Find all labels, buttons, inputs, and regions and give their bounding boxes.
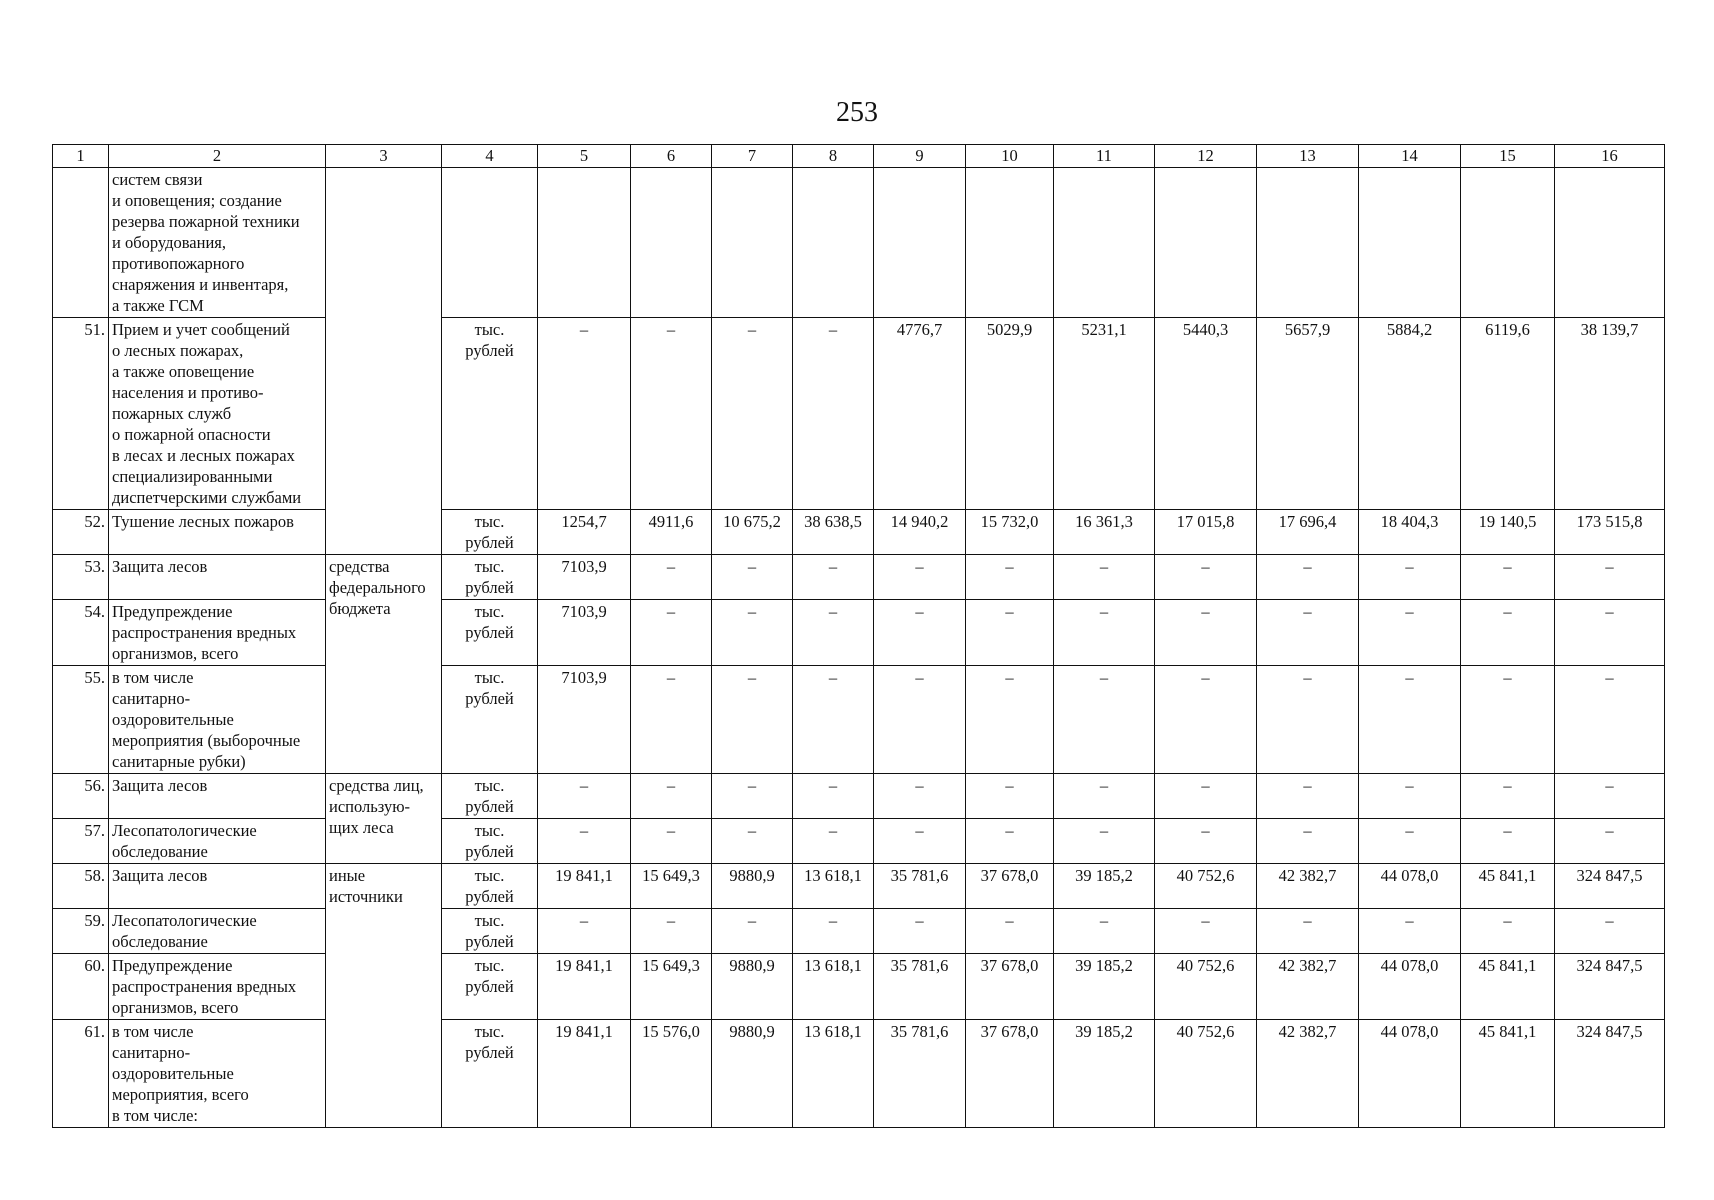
value-cell: [1359, 168, 1461, 318]
value-cell: –: [1257, 600, 1359, 666]
value-cell: –: [631, 555, 712, 600]
column-number: 7: [712, 145, 793, 168]
value-cell: 45 841,1: [1461, 864, 1555, 909]
value-cell: –: [1461, 819, 1555, 864]
cell-line: снаряжения и инвентаря,: [112, 275, 289, 294]
table-row: [53, 168, 1665, 318]
value-cell: –: [631, 318, 712, 510]
row-name: [109, 819, 326, 864]
value-cell: –: [1461, 666, 1555, 774]
unit-cell: [442, 954, 538, 1020]
value-cell: –: [1461, 600, 1555, 666]
cell-line: обследование: [112, 932, 208, 951]
value-cell: –: [1257, 555, 1359, 600]
value-cell: –: [1155, 600, 1257, 666]
table-row: [53, 510, 1665, 555]
value-cell: 7103,9: [538, 600, 631, 666]
value-cell: –: [1155, 909, 1257, 954]
value-cell: –: [1555, 774, 1665, 819]
value-cell: 324 847,5: [1555, 954, 1665, 1020]
table-row: [53, 909, 1665, 954]
cell-line: иные: [329, 866, 366, 885]
value-cell: [966, 168, 1054, 318]
value-cell: –: [1054, 600, 1155, 666]
cell-line: федерального: [329, 578, 426, 597]
cell-line: рублей: [465, 932, 514, 951]
value-cell: –: [966, 909, 1054, 954]
row-number: 60.: [53, 954, 109, 1020]
row-name: [109, 909, 326, 954]
cell-line: санитарно-: [112, 1043, 191, 1062]
value-cell: –: [1359, 819, 1461, 864]
row-number: 53.: [53, 555, 109, 600]
value-cell: –: [712, 819, 793, 864]
cell-line: Предупреждение: [112, 602, 233, 621]
cell-line: Лесопатологические: [112, 911, 257, 930]
cell-line: Тушение лесных пожаров: [112, 512, 294, 531]
page-number: 253: [836, 97, 878, 128]
value-cell: 40 752,6: [1155, 954, 1257, 1020]
cell-line: мероприятия, всего: [112, 1085, 249, 1104]
cell-line: Защита лесов: [112, 557, 208, 576]
value-cell: [1555, 168, 1665, 318]
value-cell: 44 078,0: [1359, 1020, 1461, 1128]
value-cell: 6119,6: [1461, 318, 1555, 510]
cell-line: тыс.: [474, 866, 505, 885]
value-cell: –: [1359, 666, 1461, 774]
value-cell: 35 781,6: [874, 954, 966, 1020]
cell-line: тыс.: [474, 602, 505, 621]
value-cell: 15 576,0: [631, 1020, 712, 1128]
value-cell: –: [1257, 909, 1359, 954]
row-name: [109, 666, 326, 774]
value-cell: –: [874, 774, 966, 819]
cell-line: тыс.: [474, 557, 505, 576]
cell-line: санитарно-: [112, 689, 191, 708]
value-cell: 173 515,8: [1555, 510, 1665, 555]
value-cell: 4776,7: [874, 318, 966, 510]
value-cell: –: [1155, 774, 1257, 819]
column-number-row: [53, 145, 1665, 168]
column-number: 1: [53, 145, 109, 168]
column-number: 4: [442, 145, 538, 168]
column-number: 13: [1257, 145, 1359, 168]
cell-line: рублей: [465, 842, 514, 861]
value-cell: –: [1155, 666, 1257, 774]
cell-line: мероприятия (выборочные: [112, 731, 301, 750]
cell-line: в том числе:: [112, 1106, 199, 1125]
cell-line: Прием и учет сообщений: [112, 320, 290, 339]
value-cell: 19 841,1: [538, 1020, 631, 1128]
value-cell: –: [874, 600, 966, 666]
cell-line: тыс.: [474, 512, 505, 531]
funding-source: [326, 168, 442, 555]
column-number: 14: [1359, 145, 1461, 168]
unit-cell: [442, 318, 538, 510]
value-cell: 5231,1: [1054, 318, 1155, 510]
column-number: 6: [631, 145, 712, 168]
value-cell: [1054, 168, 1155, 318]
table-row: [53, 954, 1665, 1020]
value-cell: [712, 168, 793, 318]
value-cell: –: [874, 819, 966, 864]
value-cell: 324 847,5: [1555, 864, 1665, 909]
cell-line: противопожарного: [112, 254, 245, 273]
unit-cell: [442, 600, 538, 666]
value-cell: –: [712, 318, 793, 510]
cell-line: а также оповещение: [112, 362, 255, 381]
column-number: 16: [1555, 145, 1665, 168]
value-cell: 5029,9: [966, 318, 1054, 510]
value-cell: –: [1257, 819, 1359, 864]
value-cell: –: [1155, 555, 1257, 600]
value-cell: 17 696,4: [1257, 510, 1359, 555]
row-number: 61.: [53, 1020, 109, 1128]
cell-line: Лесопатологические: [112, 821, 257, 840]
cell-line: и оборудования,: [112, 233, 227, 252]
value-cell: 15 649,3: [631, 864, 712, 909]
cell-line: в том числе: [112, 1022, 194, 1041]
value-cell: 5884,2: [1359, 318, 1461, 510]
value-cell: 9880,9: [712, 954, 793, 1020]
cell-line: распространения вредных: [112, 623, 297, 642]
cell-line: тыс.: [474, 1022, 505, 1041]
row-number: 55.: [53, 666, 109, 774]
value-cell: 17 015,8: [1155, 510, 1257, 555]
value-cell: –: [712, 774, 793, 819]
cell-line: рублей: [465, 977, 514, 996]
value-cell: 324 847,5: [1555, 1020, 1665, 1128]
table-row: [53, 555, 1665, 600]
row-number: 58.: [53, 864, 109, 909]
cell-line: щих леса: [329, 818, 394, 837]
value-cell: –: [712, 600, 793, 666]
value-cell: –: [1359, 774, 1461, 819]
value-cell: –: [538, 318, 631, 510]
table-row: [53, 1020, 1665, 1128]
value-cell: –: [1359, 600, 1461, 666]
value-cell: –: [1257, 666, 1359, 774]
value-cell: 42 382,7: [1257, 954, 1359, 1020]
value-cell: 1254,7: [538, 510, 631, 555]
row-number: 54.: [53, 600, 109, 666]
column-number: 11: [1054, 145, 1155, 168]
cell-line: оздоровительные: [112, 710, 234, 729]
value-cell: [1461, 168, 1555, 318]
value-cell: –: [1461, 774, 1555, 819]
value-cell: 16 361,3: [1054, 510, 1155, 555]
value-cell: 37 678,0: [966, 954, 1054, 1020]
value-cell: –: [712, 555, 793, 600]
cell-line: в лесах и лесных пожарах: [112, 446, 295, 465]
value-cell: –: [1054, 819, 1155, 864]
value-cell: –: [1461, 555, 1555, 600]
cell-line: Защита лесов: [112, 776, 208, 795]
cell-line: населения и противо-: [112, 383, 264, 402]
value-cell: –: [538, 774, 631, 819]
cell-line: тыс.: [474, 776, 505, 795]
value-cell: –: [793, 666, 874, 774]
value-cell: –: [1555, 600, 1665, 666]
value-cell: –: [966, 819, 1054, 864]
value-cell: 38 638,5: [793, 510, 874, 555]
cell-line: организмов, всего: [112, 644, 239, 663]
cell-line: рублей: [465, 533, 514, 552]
unit-cell: [442, 774, 538, 819]
value-cell: –: [1054, 666, 1155, 774]
cell-line: рублей: [465, 689, 514, 708]
value-cell: 9880,9: [712, 1020, 793, 1128]
cell-line: рублей: [465, 887, 514, 906]
value-cell: –: [966, 666, 1054, 774]
value-cell: [631, 168, 712, 318]
funding-source: [326, 774, 442, 864]
value-cell: 45 841,1: [1461, 1020, 1555, 1128]
value-cell: 39 185,2: [1054, 864, 1155, 909]
cell-line: оздоровительные: [112, 1064, 234, 1083]
row-name: [109, 954, 326, 1020]
cell-line: бюджета: [329, 599, 391, 618]
cell-line: специализированными: [112, 467, 273, 486]
cell-line: рублей: [465, 341, 514, 360]
value-cell: –: [1555, 555, 1665, 600]
value-cell: 9880,9: [712, 864, 793, 909]
cell-line: Защита лесов: [112, 866, 208, 885]
row-name: [109, 774, 326, 819]
unit-cell: [442, 909, 538, 954]
unit-cell: [442, 1020, 538, 1128]
table-row: [53, 819, 1665, 864]
unit-cell: [442, 819, 538, 864]
cell-line: тыс.: [474, 821, 505, 840]
value-cell: 45 841,1: [1461, 954, 1555, 1020]
value-cell: 15 732,0: [966, 510, 1054, 555]
column-number: 10: [966, 145, 1054, 168]
value-cell: 42 382,7: [1257, 1020, 1359, 1128]
value-cell: 44 078,0: [1359, 864, 1461, 909]
value-cell: –: [631, 600, 712, 666]
unit-cell: [442, 555, 538, 600]
cell-line: о пожарной опасности: [112, 425, 271, 444]
cell-line: рублей: [465, 1043, 514, 1062]
cell-line: резерва пожарной техники: [112, 212, 300, 231]
value-cell: –: [1461, 909, 1555, 954]
value-cell: 44 078,0: [1359, 954, 1461, 1020]
value-cell: –: [631, 774, 712, 819]
cell-line: рублей: [465, 578, 514, 597]
value-cell: [538, 168, 631, 318]
cell-line: средства лиц,: [329, 776, 424, 795]
value-cell: 10 675,2: [712, 510, 793, 555]
column-number: 5: [538, 145, 631, 168]
table-row: [53, 600, 1665, 666]
row-name: [109, 600, 326, 666]
column-number: 8: [793, 145, 874, 168]
value-cell: –: [793, 909, 874, 954]
value-cell: 19 841,1: [538, 864, 631, 909]
value-cell: 5657,9: [1257, 318, 1359, 510]
value-cell: –: [712, 666, 793, 774]
table-row: [53, 666, 1665, 774]
cell-line: о лесных пожарах,: [112, 341, 244, 360]
cell-line: а также ГСМ: [112, 296, 204, 315]
value-cell: 37 678,0: [966, 864, 1054, 909]
column-number: 12: [1155, 145, 1257, 168]
value-cell: –: [1359, 909, 1461, 954]
value-cell: –: [793, 774, 874, 819]
row-name: [109, 864, 326, 909]
value-cell: –: [712, 909, 793, 954]
value-cell: –: [874, 909, 966, 954]
cell-line: тыс.: [474, 956, 505, 975]
row-number: 57.: [53, 819, 109, 864]
value-cell: –: [1555, 819, 1665, 864]
value-cell: –: [874, 666, 966, 774]
row-name: [109, 318, 326, 510]
value-cell: 35 781,6: [874, 864, 966, 909]
table-row: [53, 318, 1665, 510]
funding-source: [326, 555, 442, 774]
value-cell: 13 618,1: [793, 1020, 874, 1128]
cell-line: рублей: [465, 797, 514, 816]
value-cell: –: [793, 318, 874, 510]
value-cell: 14 940,2: [874, 510, 966, 555]
value-cell: –: [793, 555, 874, 600]
cell-line: рублей: [465, 623, 514, 642]
value-cell: [1155, 168, 1257, 318]
value-cell: 4911,6: [631, 510, 712, 555]
cell-line: обследование: [112, 842, 208, 861]
cell-line: систем связи: [112, 170, 203, 189]
value-cell: –: [793, 600, 874, 666]
value-cell: 37 678,0: [966, 1020, 1054, 1128]
value-cell: –: [966, 600, 1054, 666]
value-cell: 18 404,3: [1359, 510, 1461, 555]
value-cell: 19 841,1: [538, 954, 631, 1020]
value-cell: 7103,9: [538, 555, 631, 600]
cell-line: средства: [329, 557, 390, 576]
unit-cell: [442, 510, 538, 555]
row-number: 52.: [53, 510, 109, 555]
value-cell: –: [1054, 774, 1155, 819]
value-cell: 40 752,6: [1155, 1020, 1257, 1128]
cell-line: санитарные рубки): [112, 752, 246, 771]
row-name: [109, 168, 326, 318]
value-cell: –: [1155, 819, 1257, 864]
value-cell: 7103,9: [538, 666, 631, 774]
value-cell: –: [1054, 555, 1155, 600]
value-cell: –: [966, 555, 1054, 600]
value-cell: –: [1257, 774, 1359, 819]
column-number: 3: [326, 145, 442, 168]
value-cell: –: [538, 819, 631, 864]
unit-cell: [442, 864, 538, 909]
budget-table: [52, 144, 1665, 1128]
funding-source: [326, 864, 442, 1128]
row-number: [53, 168, 109, 318]
cell-line: пожарных служб: [112, 404, 232, 423]
row-number: 51.: [53, 318, 109, 510]
value-cell: –: [1555, 666, 1665, 774]
row-name: [109, 1020, 326, 1128]
value-cell: –: [1359, 555, 1461, 600]
cell-line: тыс.: [474, 668, 505, 687]
value-cell: –: [631, 819, 712, 864]
cell-line: и оповещения; создание: [112, 191, 282, 210]
cell-line: распространения вредных: [112, 977, 297, 996]
value-cell: 19 140,5: [1461, 510, 1555, 555]
value-cell: 38 139,7: [1555, 318, 1665, 510]
value-cell: –: [1054, 909, 1155, 954]
row-number: 56.: [53, 774, 109, 819]
cell-line: источники: [329, 887, 403, 906]
unit-cell: [442, 168, 538, 318]
column-number: 2: [109, 145, 326, 168]
value-cell: [793, 168, 874, 318]
value-cell: 40 752,6: [1155, 864, 1257, 909]
cell-line: использую-: [329, 797, 411, 816]
table-row: [53, 774, 1665, 819]
value-cell: 13 618,1: [793, 954, 874, 1020]
cell-line: тыс.: [474, 320, 505, 339]
value-cell: 42 382,7: [1257, 864, 1359, 909]
row-number: 59.: [53, 909, 109, 954]
cell-line: Предупреждение: [112, 956, 233, 975]
value-cell: –: [631, 909, 712, 954]
cell-line: тыс.: [474, 911, 505, 930]
table-body: [53, 145, 1665, 1128]
cell-line: в том числе: [112, 668, 194, 687]
value-cell: [1257, 168, 1359, 318]
column-number: 15: [1461, 145, 1555, 168]
value-cell: 5440,3: [1155, 318, 1257, 510]
value-cell: 39 185,2: [1054, 954, 1155, 1020]
value-cell: 39 185,2: [1054, 1020, 1155, 1128]
value-cell: 35 781,6: [874, 1020, 966, 1128]
table-row: [53, 864, 1665, 909]
value-cell: [874, 168, 966, 318]
value-cell: 15 649,3: [631, 954, 712, 1020]
row-name: [109, 555, 326, 600]
value-cell: –: [966, 774, 1054, 819]
value-cell: 13 618,1: [793, 864, 874, 909]
unit-cell: [442, 666, 538, 774]
cell-line: организмов, всего: [112, 998, 239, 1017]
value-cell: –: [1555, 909, 1665, 954]
value-cell: –: [538, 909, 631, 954]
value-cell: –: [874, 555, 966, 600]
row-name: [109, 510, 326, 555]
value-cell: –: [631, 666, 712, 774]
value-cell: –: [793, 819, 874, 864]
column-number: 9: [874, 145, 966, 168]
cell-line: диспетчерскими службами: [112, 488, 302, 507]
